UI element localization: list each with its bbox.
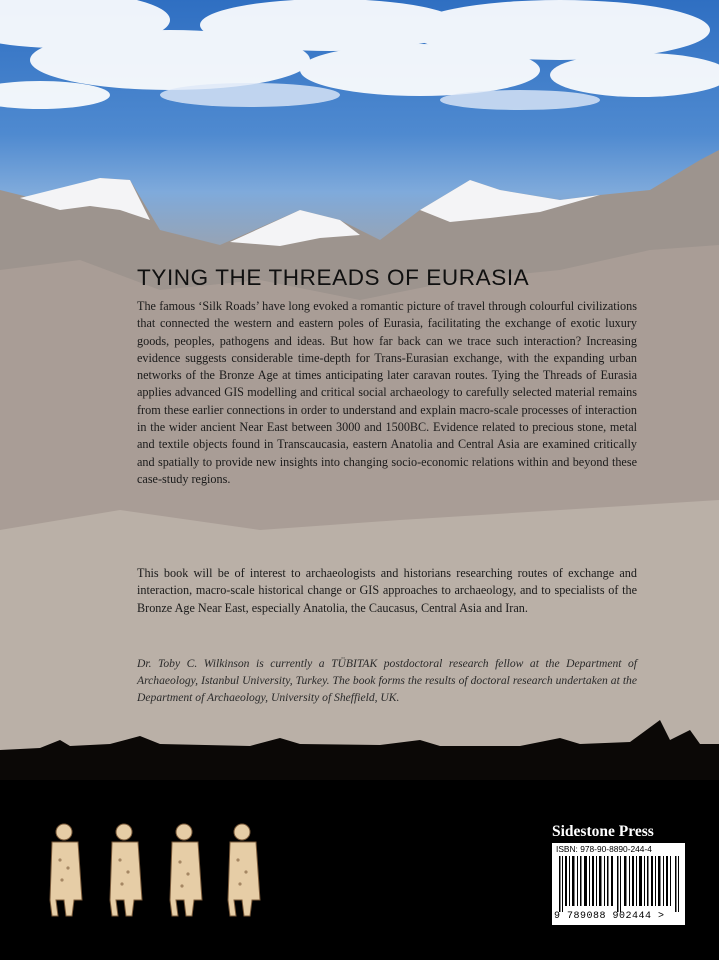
description-paragraph: The famous ‘Silk Roads’ have long evoked a romantic picture of travel through colourful civilizations that connected the western and eastern poles of Eurasia, facilitating the exchange of exotic luxury goods, peoples, pathogens and ideas. But how far back can we trace such interaction? Increasing evidence suggests considerable time-depth for Trans-Eurasian exchange, with the expanding urban networks of the Bronze Age at times anticipating later caravan routes. Tying the Threads of Eurasia applies advanced GIS modelling and critical social archaeology to carefully selected material remains from these earlier connections in order to understand and explain macro-scale processes of interaction in the wider ancient Near East between 3000 and 1500BC. Evidence related to precious stone, metal and textile objects found in Transcaucasia, eastern Anatolia and Central Asia are examined critically and spatially to provide new insights into changing socio-economic relations within and beyond these case-study regions.	[137, 299, 637, 486]
cloud-layer	[0, 0, 719, 130]
figure-2-icon	[110, 824, 142, 916]
figure-3-icon	[170, 824, 202, 916]
book-title: TYING THE THREADS OF EURASIA	[137, 265, 530, 290]
barcode-icon	[559, 856, 681, 912]
audience-paragraph: This book will be of interest to archaeologists and historians researching routes of exchange and interaction, macro-scale historical change or GIS approaches to archaeology, and to specialists of the Bronze Age Near East, especially Anatolia, the Caucasus, Central Asia and Iran.	[137, 566, 637, 615]
isbn-label: ISBN: 978-90-8890-244-4	[556, 844, 652, 854]
bone-plaque-figures-icon	[42, 820, 272, 930]
author-bio: Dr. Toby C. Wilkinson is currently a TÜBITAK postdoctoral research fellow at the Department of Archaeology, Istanbul University, Turkey. The book forms the results of doctoral research undertaken at the Department of Archaeology, University of Sheffield, UK.	[137, 657, 637, 704]
figure-4-icon	[228, 824, 260, 916]
isbn-barcode	[552, 843, 685, 925]
publisher-name: Sidestone Press	[552, 823, 654, 840]
figure-1-icon	[50, 824, 82, 916]
barcode-digits: 9 789088 902444 >	[554, 911, 665, 922]
shrub-silhouette	[0, 700, 719, 780]
